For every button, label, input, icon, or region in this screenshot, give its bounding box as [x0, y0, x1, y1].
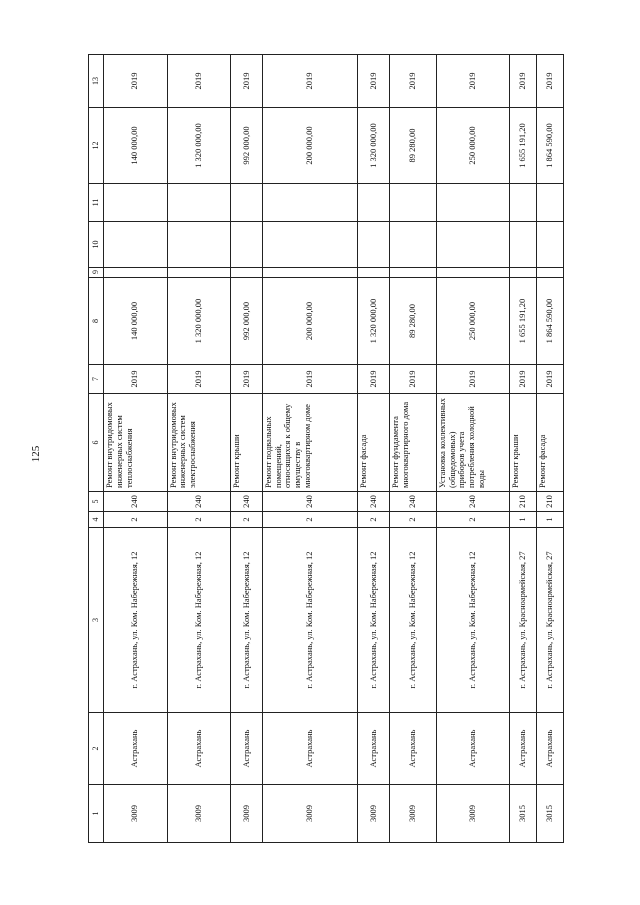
cell-col-5: 210	[536, 492, 563, 512]
cell-col-5: 240	[436, 492, 509, 512]
cell-col-1: 3009	[436, 785, 509, 843]
cell-col-13: 2019	[231, 55, 263, 108]
cell-col-2: Астрахань	[510, 713, 536, 785]
table-row	[389, 55, 436, 843]
cell-col-10	[536, 222, 563, 268]
cell-col-7: 2019	[104, 365, 168, 394]
column-header-8: 8	[89, 278, 104, 365]
table-row	[167, 55, 231, 843]
cell-col-8: 1 864 590,00	[536, 278, 563, 365]
column-header-7: 7	[89, 365, 104, 394]
cell-col-5: 210	[510, 492, 536, 512]
table-row	[231, 55, 263, 843]
cell-col-6: Ремонт внутридомовых инженерных систем теплоснабжения	[104, 394, 168, 492]
cell-col-3: г. Астрахань, ул. Красноармейская, 27	[510, 528, 536, 713]
column-header-12: 12	[89, 108, 104, 184]
column-header-6: 6	[89, 394, 104, 492]
cell-col-13: 2019	[262, 55, 357, 108]
cell-col-6: Ремонт подвальных помещений, относящихся к общему имуществу в многоквартирном доме	[262, 394, 357, 492]
cell-col-3: г. Астрахань, ул. Ком. Набережная, 12	[167, 528, 231, 713]
column-header-1: 1	[89, 785, 104, 843]
cell-col-4: 2	[167, 512, 231, 528]
cell-col-2: Астрахань	[389, 713, 436, 785]
cell-col-13: 2019	[536, 55, 563, 108]
cell-col-10	[436, 222, 509, 268]
cell-col-11	[262, 184, 357, 222]
table-row	[436, 55, 509, 843]
cell-col-8: 200 000,00	[262, 278, 357, 365]
cell-col-6: Ремонт фасада	[536, 394, 563, 492]
cell-col-1: 3009	[104, 785, 168, 843]
cell-col-5: 240	[231, 492, 263, 512]
column-header-11: 11	[89, 184, 104, 222]
cell-col-6: Ремонт крыши	[231, 394, 263, 492]
repair-schedule-table	[88, 54, 564, 843]
cell-col-12: 1 864 590,00	[536, 108, 563, 184]
table-container	[88, 55, 564, 843]
cell-col-5: 240	[167, 492, 231, 512]
cell-col-11	[436, 184, 509, 222]
table-row	[536, 55, 563, 843]
cell-col-3: г. Астрахань, ул. Ком. Набережная, 12	[231, 528, 263, 713]
cell-col-7: 2019	[262, 365, 357, 394]
cell-col-11	[510, 184, 536, 222]
cell-col-9	[104, 268, 168, 278]
cell-col-4: 1	[536, 512, 563, 528]
cell-col-3: г. Астрахань, ул. Ком. Набережная, 12	[436, 528, 509, 713]
page-number: 125	[30, 445, 42, 463]
cell-col-3: г. Астрахань, ул. Ком. Набережная, 12	[262, 528, 357, 713]
cell-col-3: г. Астрахань, ул. Ком. Набережная, 12	[389, 528, 436, 713]
cell-col-12: 992 000,00	[231, 108, 263, 184]
cell-col-9	[510, 268, 536, 278]
cell-col-5: 240	[389, 492, 436, 512]
cell-col-11	[358, 184, 390, 222]
cell-col-7: 2019	[358, 365, 390, 394]
cell-col-10	[510, 222, 536, 268]
cell-col-11	[389, 184, 436, 222]
cell-col-10	[389, 222, 436, 268]
cell-col-2: Астрахань	[536, 713, 563, 785]
cell-col-7: 2019	[167, 365, 231, 394]
cell-col-13: 2019	[104, 55, 168, 108]
cell-col-10	[167, 222, 231, 268]
cell-col-9	[231, 268, 263, 278]
cell-col-7: 2019	[436, 365, 509, 394]
cell-col-8: 1 655 191,20	[510, 278, 536, 365]
cell-col-6: Ремонт фасада	[358, 394, 390, 492]
cell-col-9	[436, 268, 509, 278]
column-header-3: 3	[89, 528, 104, 713]
cell-col-2: Астрахань	[104, 713, 168, 785]
cell-col-10	[231, 222, 263, 268]
column-header-9: 9	[89, 268, 104, 278]
cell-col-1: 3009	[262, 785, 357, 843]
cell-col-9	[536, 268, 563, 278]
cell-col-11	[104, 184, 168, 222]
cell-col-11	[536, 184, 563, 222]
table-body	[104, 55, 564, 843]
column-header-4: 4	[89, 512, 104, 528]
cell-col-9	[358, 268, 390, 278]
cell-col-2: Астрахань	[358, 713, 390, 785]
cell-col-12: 140 000,00	[104, 108, 168, 184]
table-row	[262, 55, 357, 843]
cell-col-13: 2019	[167, 55, 231, 108]
cell-col-12: 1 655 191,20	[510, 108, 536, 184]
cell-col-2: Астрахань	[436, 713, 509, 785]
cell-col-4: 1	[510, 512, 536, 528]
table-row	[104, 55, 168, 843]
cell-col-5: 240	[262, 492, 357, 512]
cell-col-2: Астрахань	[167, 713, 231, 785]
cell-col-12: 1 320 000,00	[358, 108, 390, 184]
cell-col-8: 140 000,00	[104, 278, 168, 365]
cell-col-7: 2019	[389, 365, 436, 394]
cell-col-1: 3015	[510, 785, 536, 843]
column-header-2: 2	[89, 713, 104, 785]
cell-col-1: 3009	[358, 785, 390, 843]
cell-col-2: Астрахань	[231, 713, 263, 785]
cell-col-6: Установка коллективных (общедомовых) приборов учета потребления холодной воды	[436, 394, 509, 492]
header-row	[89, 55, 104, 843]
cell-col-8: 89 280,00	[389, 278, 436, 365]
cell-col-1: 3009	[389, 785, 436, 843]
column-header-5: 5	[89, 492, 104, 512]
column-header-13: 13	[89, 55, 104, 108]
cell-col-4: 2	[436, 512, 509, 528]
cell-col-9	[389, 268, 436, 278]
cell-col-13: 2019	[510, 55, 536, 108]
cell-col-8: 992 000,00	[231, 278, 263, 365]
cell-col-10	[104, 222, 168, 268]
cell-col-10	[358, 222, 390, 268]
cell-col-3: г. Астрахань, ул. Ком. Набережная, 12	[104, 528, 168, 713]
cell-col-3: г. Астрахань, ул. Ком. Набережная, 12	[358, 528, 390, 713]
cell-col-5: 240	[104, 492, 168, 512]
cell-col-7: 2019	[536, 365, 563, 394]
cell-col-8: 250 000,00	[436, 278, 509, 365]
cell-col-8: 1 320 000,00	[358, 278, 390, 365]
cell-col-4: 2	[358, 512, 390, 528]
table-row	[358, 55, 390, 843]
cell-col-4: 2	[104, 512, 168, 528]
rotated-page-content	[88, 55, 564, 843]
cell-col-12: 250 000,00	[436, 108, 509, 184]
cell-col-12: 89 280,00	[389, 108, 436, 184]
cell-col-7: 2019	[510, 365, 536, 394]
cell-col-8: 1 320 000,00	[167, 278, 231, 365]
table-row	[510, 55, 536, 843]
cell-col-10	[262, 222, 357, 268]
cell-col-4: 2	[231, 512, 263, 528]
cell-col-13: 2019	[358, 55, 390, 108]
cell-col-5: 240	[358, 492, 390, 512]
cell-col-11	[167, 184, 231, 222]
cell-col-6: Ремонт фундамента многоквартирного дома	[389, 394, 436, 492]
cell-col-1: 3009	[167, 785, 231, 843]
cell-col-12: 1 320 000,00	[167, 108, 231, 184]
cell-col-13: 2019	[389, 55, 436, 108]
cell-col-3: г. Астрахань, ул. Красноармейская, 27	[536, 528, 563, 713]
cell-col-1: 3009	[231, 785, 263, 843]
cell-col-7: 2019	[231, 365, 263, 394]
cell-col-9	[167, 268, 231, 278]
cell-col-11	[231, 184, 263, 222]
cell-col-6: Ремонт внутридомовых инженерных систем электроснабжения	[167, 394, 231, 492]
cell-col-4: 2	[389, 512, 436, 528]
cell-col-12: 200 000,00	[262, 108, 357, 184]
column-header-10: 10	[89, 222, 104, 268]
cell-col-1: 3015	[536, 785, 563, 843]
table-header	[89, 55, 104, 843]
cell-col-4: 2	[262, 512, 357, 528]
cell-col-6: Ремонт крыши	[510, 394, 536, 492]
cell-col-2: Астрахань	[262, 713, 357, 785]
cell-col-13: 2019	[436, 55, 509, 108]
cell-col-9	[262, 268, 357, 278]
